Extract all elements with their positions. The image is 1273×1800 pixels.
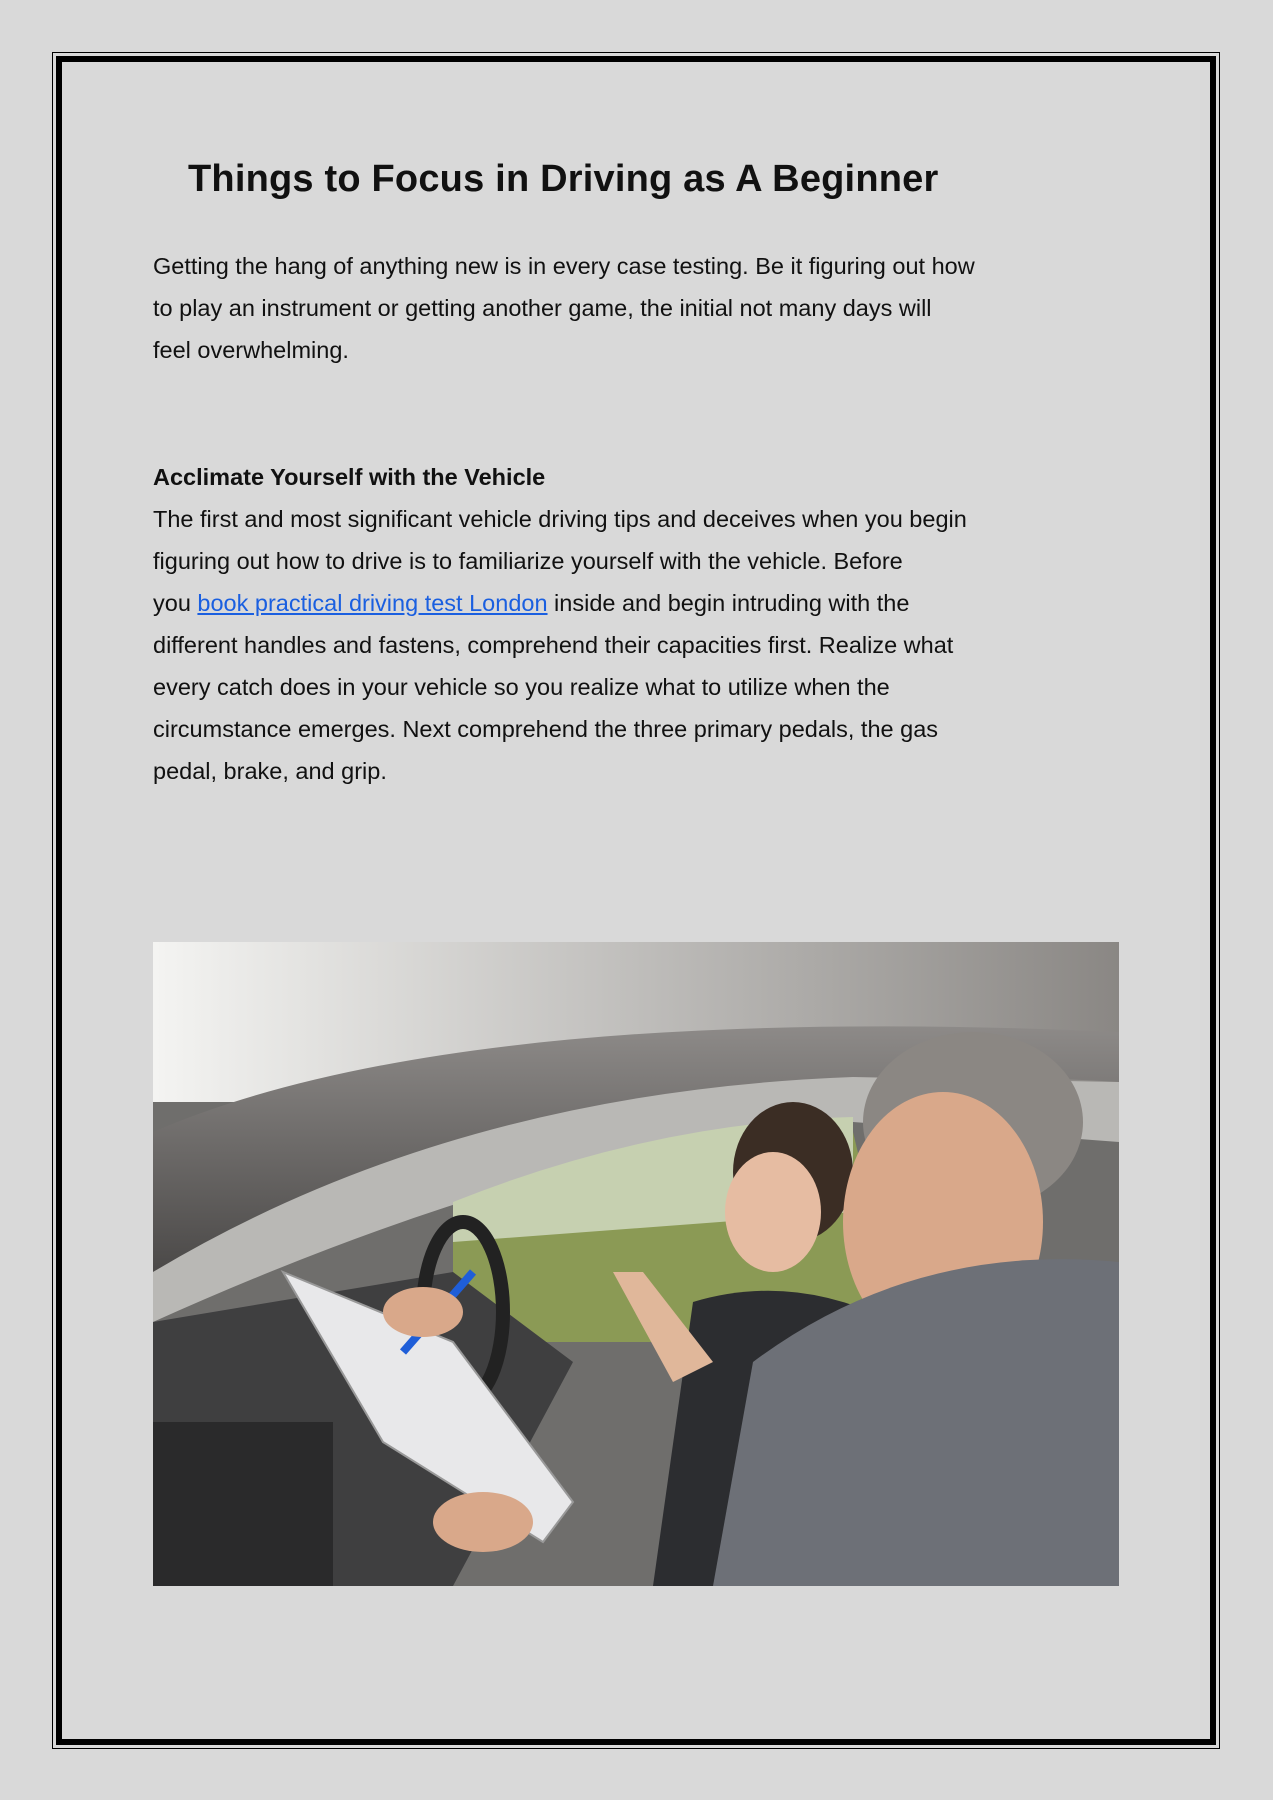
driving-lesson-photo <box>153 942 1119 1586</box>
body-line: every catch does in your vehicle so you realize what to utilize when the <box>153 674 890 700</box>
intro-line: to play an instrument or getting another game, the initial not many days will <box>153 295 932 321</box>
page-title: Things to Focus in Driving as A Beginner <box>188 158 939 200</box>
body-line: circumstance emerges. Next comprehend the three primary pedals, the gas <box>153 716 939 742</box>
body-line: The first and most significant vehicle driving tips and deceives when you begin <box>153 506 967 532</box>
body-line: different handles and fastens, comprehend their capacities first. Realize what <box>153 632 954 658</box>
intro-line: Getting the hang of anything new is in every case testing. Be it figuring out how <box>153 253 975 279</box>
section-heading: Acclimate Yourself with the Vehicle <box>153 464 546 490</box>
text: you <box>153 590 198 616</box>
body-line: pedal, brake, and grip. <box>153 758 387 784</box>
body-line: figuring out how to drive is to familiarize yourself with the vehicle. Before <box>153 548 903 574</box>
text: inside and begin intruding with the <box>547 590 910 616</box>
driving-test-link[interactable]: book practical driving test London <box>197 590 548 616</box>
body-line-with-link <box>153 588 909 618</box>
intro-line: feel overwhelming. <box>153 337 349 363</box>
